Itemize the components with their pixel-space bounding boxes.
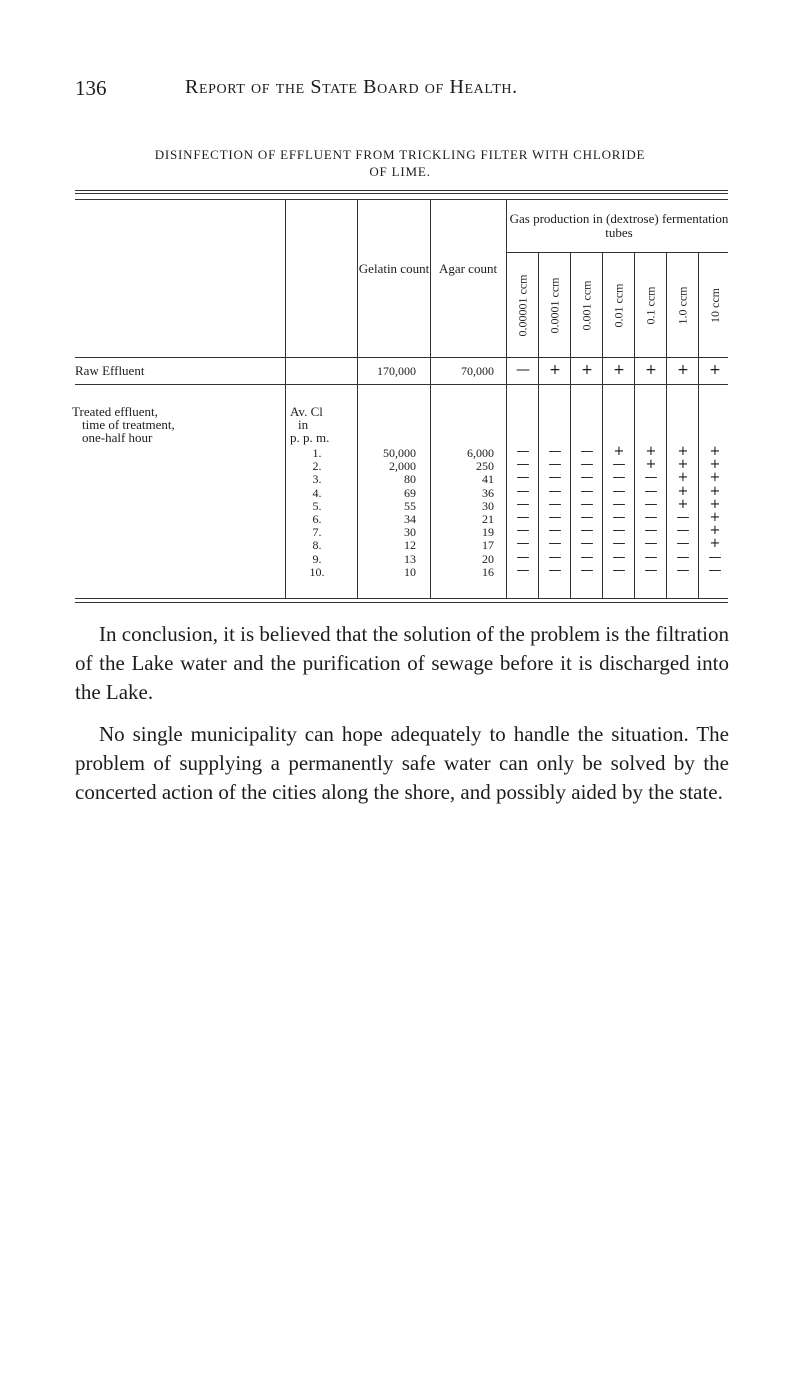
- tube-header-label: 0.00001 ccm: [515, 274, 530, 336]
- table-bottom-rule-double: [75, 602, 728, 603]
- tube-result: —: [516, 457, 530, 473]
- gas-production-header: Gas production in (dextrose) fermentation tubes: [509, 211, 729, 240]
- page-number: 136: [75, 76, 107, 100]
- chlorine-header-line: in: [298, 417, 309, 432]
- tube-result: —: [548, 444, 562, 459]
- chlorine-dose: 3.: [312, 472, 322, 487]
- tube-result: —: [548, 457, 562, 473]
- tube-result: —: [580, 444, 594, 459]
- chlorine-dose: 7.: [312, 525, 322, 540]
- table-title-line-1: DISINFECTION OF EFFLUENT FROM TRICKLING FILTER WITH CHLORIDE: [154, 147, 646, 162]
- tube-result: —: [516, 562, 530, 578]
- paragraph-conclusion: In conclusion, it is believed that the solution of the problem is the filtration of the Lake water and the purification of sewage before it is discharged into the Lake.: [75, 622, 729, 704]
- tube-result: +: [709, 444, 721, 459]
- chlorine-header: [290, 405, 352, 444]
- gelatin-count: 55: [404, 498, 416, 513]
- agar-count: 41: [482, 472, 494, 487]
- tube-result: —: [644, 536, 658, 552]
- tube-header-label: 0.01 ccm: [611, 283, 626, 327]
- raw-effluent-label: Raw Effluent: [75, 363, 145, 378]
- tube-result: +: [645, 457, 657, 473]
- tube-result: +: [613, 444, 625, 459]
- agar-count: 6,000: [467, 446, 494, 460]
- tube-result: —: [580, 483, 594, 499]
- agar-count: 36: [482, 485, 494, 500]
- tube-header-cell: [667, 256, 699, 354]
- tube-result: +: [709, 470, 721, 486]
- agar-count: 250: [476, 459, 494, 474]
- tube-header-cell: [603, 256, 635, 354]
- stub-column-line: [285, 200, 286, 598]
- tube-result: —: [580, 470, 594, 486]
- tube-result: —: [612, 496, 626, 512]
- table-top-rule-double: [75, 193, 728, 194]
- raw-tube-result: +: [581, 362, 593, 378]
- tube-result: —: [580, 457, 594, 473]
- treated-label-line: one-half hour: [82, 430, 153, 445]
- tube-header-cell: [699, 256, 731, 354]
- tube-result: +: [709, 483, 721, 499]
- chlorine-dose: 5.: [312, 498, 322, 513]
- tube-result: —: [644, 510, 658, 525]
- table-title-line-2: OF LIME.: [369, 164, 431, 179]
- tube-result: —: [548, 483, 562, 499]
- gelatin-count: 80: [404, 472, 416, 487]
- tube-header-cell: [635, 256, 667, 354]
- tube-result: —: [644, 549, 658, 565]
- tube-result: —: [612, 483, 626, 499]
- agar-count: 20: [482, 551, 494, 566]
- chlorine-header-line: p. p. m.: [290, 430, 330, 445]
- tube-result: —: [612, 523, 626, 539]
- tube-result: —: [516, 536, 530, 552]
- agar-count: 16: [482, 564, 494, 579]
- chlorine-dose: 2.: [312, 459, 322, 474]
- tube-result: —: [516, 549, 530, 565]
- agar-count: 21: [482, 512, 494, 526]
- table-bottom-rule: [75, 598, 728, 599]
- tube-result: +: [709, 496, 721, 512]
- chlorine-dose: 4.: [312, 485, 322, 500]
- gelatin-column-line: [430, 200, 431, 598]
- tube-result: —: [612, 549, 626, 565]
- tube-result: —: [708, 549, 722, 565]
- tube-result: —: [676, 510, 690, 525]
- tube-result: +: [709, 510, 721, 525]
- tube-result: +: [645, 444, 657, 459]
- tube-header-label: 10 ccm: [707, 287, 722, 323]
- raw-agar-count: 70,000: [461, 364, 494, 378]
- tube-header-cell: [507, 256, 539, 354]
- tube-result: —: [548, 510, 562, 525]
- cl-column-line: [357, 200, 358, 598]
- gelatin-count: 34: [404, 512, 416, 526]
- tube-header-cell: [571, 256, 603, 354]
- gelatin-count: 50,000: [383, 446, 416, 460]
- chlorine-dose: 8.: [312, 538, 322, 553]
- tube-result: —: [676, 549, 690, 565]
- tube-result: +: [709, 523, 721, 539]
- chlorine-dose: 9.: [312, 551, 322, 566]
- chlorine-header-line: Av. Cl: [290, 404, 323, 419]
- tube-result: —: [548, 496, 562, 512]
- gelatin-count: 30: [404, 525, 416, 540]
- agar-count: 19: [482, 525, 494, 540]
- raw-tube-result: —: [516, 362, 530, 378]
- header-bottom-rule: [75, 357, 728, 358]
- tube-result: —: [548, 536, 562, 552]
- table-top-rule: [75, 190, 728, 191]
- tube-result: —: [580, 510, 594, 525]
- tube-result: +: [677, 457, 689, 473]
- raw-tube-result: +: [645, 362, 657, 378]
- agar-count-header: Agar count: [438, 261, 498, 276]
- table-title: [60, 146, 740, 180]
- raw-tube-result: +: [613, 362, 625, 378]
- running-title: Report of the State Board of Health.: [185, 76, 518, 98]
- tube-result: —: [516, 510, 530, 525]
- tube-result: —: [580, 562, 594, 578]
- tube-result: —: [516, 444, 530, 459]
- tube-result: +: [677, 496, 689, 512]
- gelatin-count: 2,000: [389, 459, 416, 474]
- raw-gelatin-count: 170,000: [377, 364, 416, 378]
- running-head: [75, 76, 735, 106]
- tube-result: —: [676, 523, 690, 539]
- tube-result: —: [548, 562, 562, 578]
- tube-header-label: 0.1 ccm: [643, 286, 658, 324]
- tube-result: —: [516, 523, 530, 539]
- agar-count: 17: [482, 538, 494, 553]
- raw-row-rule: [75, 384, 728, 385]
- gelatin-count-header: Gelatin count: [358, 261, 430, 276]
- tube-result: —: [644, 483, 658, 499]
- tube-result: —: [612, 510, 626, 525]
- tube-result: —: [580, 496, 594, 512]
- agar-count: 30: [482, 498, 494, 513]
- tube-header-label: 0.0001 ccm: [547, 277, 562, 333]
- tube-result: —: [548, 523, 562, 539]
- tube-result: +: [677, 470, 689, 486]
- table-top-rule-thin: [75, 199, 728, 200]
- tube-header-label: 0.001 ccm: [579, 280, 594, 330]
- chlorine-dose: 6.: [312, 512, 322, 526]
- tube-result: —: [580, 523, 594, 539]
- tube-result: —: [548, 549, 562, 565]
- tube-result: —: [708, 562, 722, 578]
- tube-result: —: [612, 562, 626, 578]
- raw-tube-result: +: [549, 362, 561, 378]
- tube-result: —: [580, 549, 594, 565]
- tube-result: +: [677, 483, 689, 499]
- tube-result: —: [644, 562, 658, 578]
- paragraph-municipality: No single municipality can hope adequately to handle the situation. The problem of supplying a permanently safe water can only be solved by the concerted action of the cities along the shore, and possibly aided by the state.: [75, 722, 729, 804]
- tube-result: —: [580, 536, 594, 552]
- gelatin-count: 13: [404, 551, 416, 566]
- gas-header-rule: [507, 252, 728, 253]
- tube-header-cell: [539, 256, 571, 354]
- tube-result: +: [709, 457, 721, 473]
- tube-result: +: [709, 536, 721, 552]
- tube-result: —: [612, 470, 626, 486]
- treated-label-line: time of treatment,: [82, 417, 175, 432]
- gelatin-count: 10: [404, 564, 416, 579]
- raw-tube-result: +: [677, 362, 689, 378]
- tube-result: —: [516, 470, 530, 486]
- tube-result: —: [644, 523, 658, 539]
- tube-result: —: [516, 483, 530, 499]
- tube-header-label: 1.0 ccm: [675, 286, 690, 324]
- tube-result: —: [644, 496, 658, 512]
- raw-tube-result: +: [709, 362, 721, 378]
- treated-effluent-label: [72, 405, 175, 444]
- chlorine-dose: 10.: [309, 564, 325, 579]
- gelatin-count: 12: [404, 538, 416, 553]
- tube-result: —: [644, 470, 658, 486]
- tube-result: —: [516, 496, 530, 512]
- tube-result: —: [612, 457, 626, 473]
- tube-result: —: [612, 536, 626, 552]
- gelatin-count: 69: [404, 485, 416, 500]
- tube-result: —: [676, 562, 690, 578]
- tube-result: +: [677, 444, 689, 459]
- treated-label-line: Treated effluent,: [72, 404, 158, 419]
- tube-result: —: [676, 536, 690, 552]
- chlorine-dose: 1.: [312, 446, 322, 460]
- tube-result: —: [548, 470, 562, 486]
